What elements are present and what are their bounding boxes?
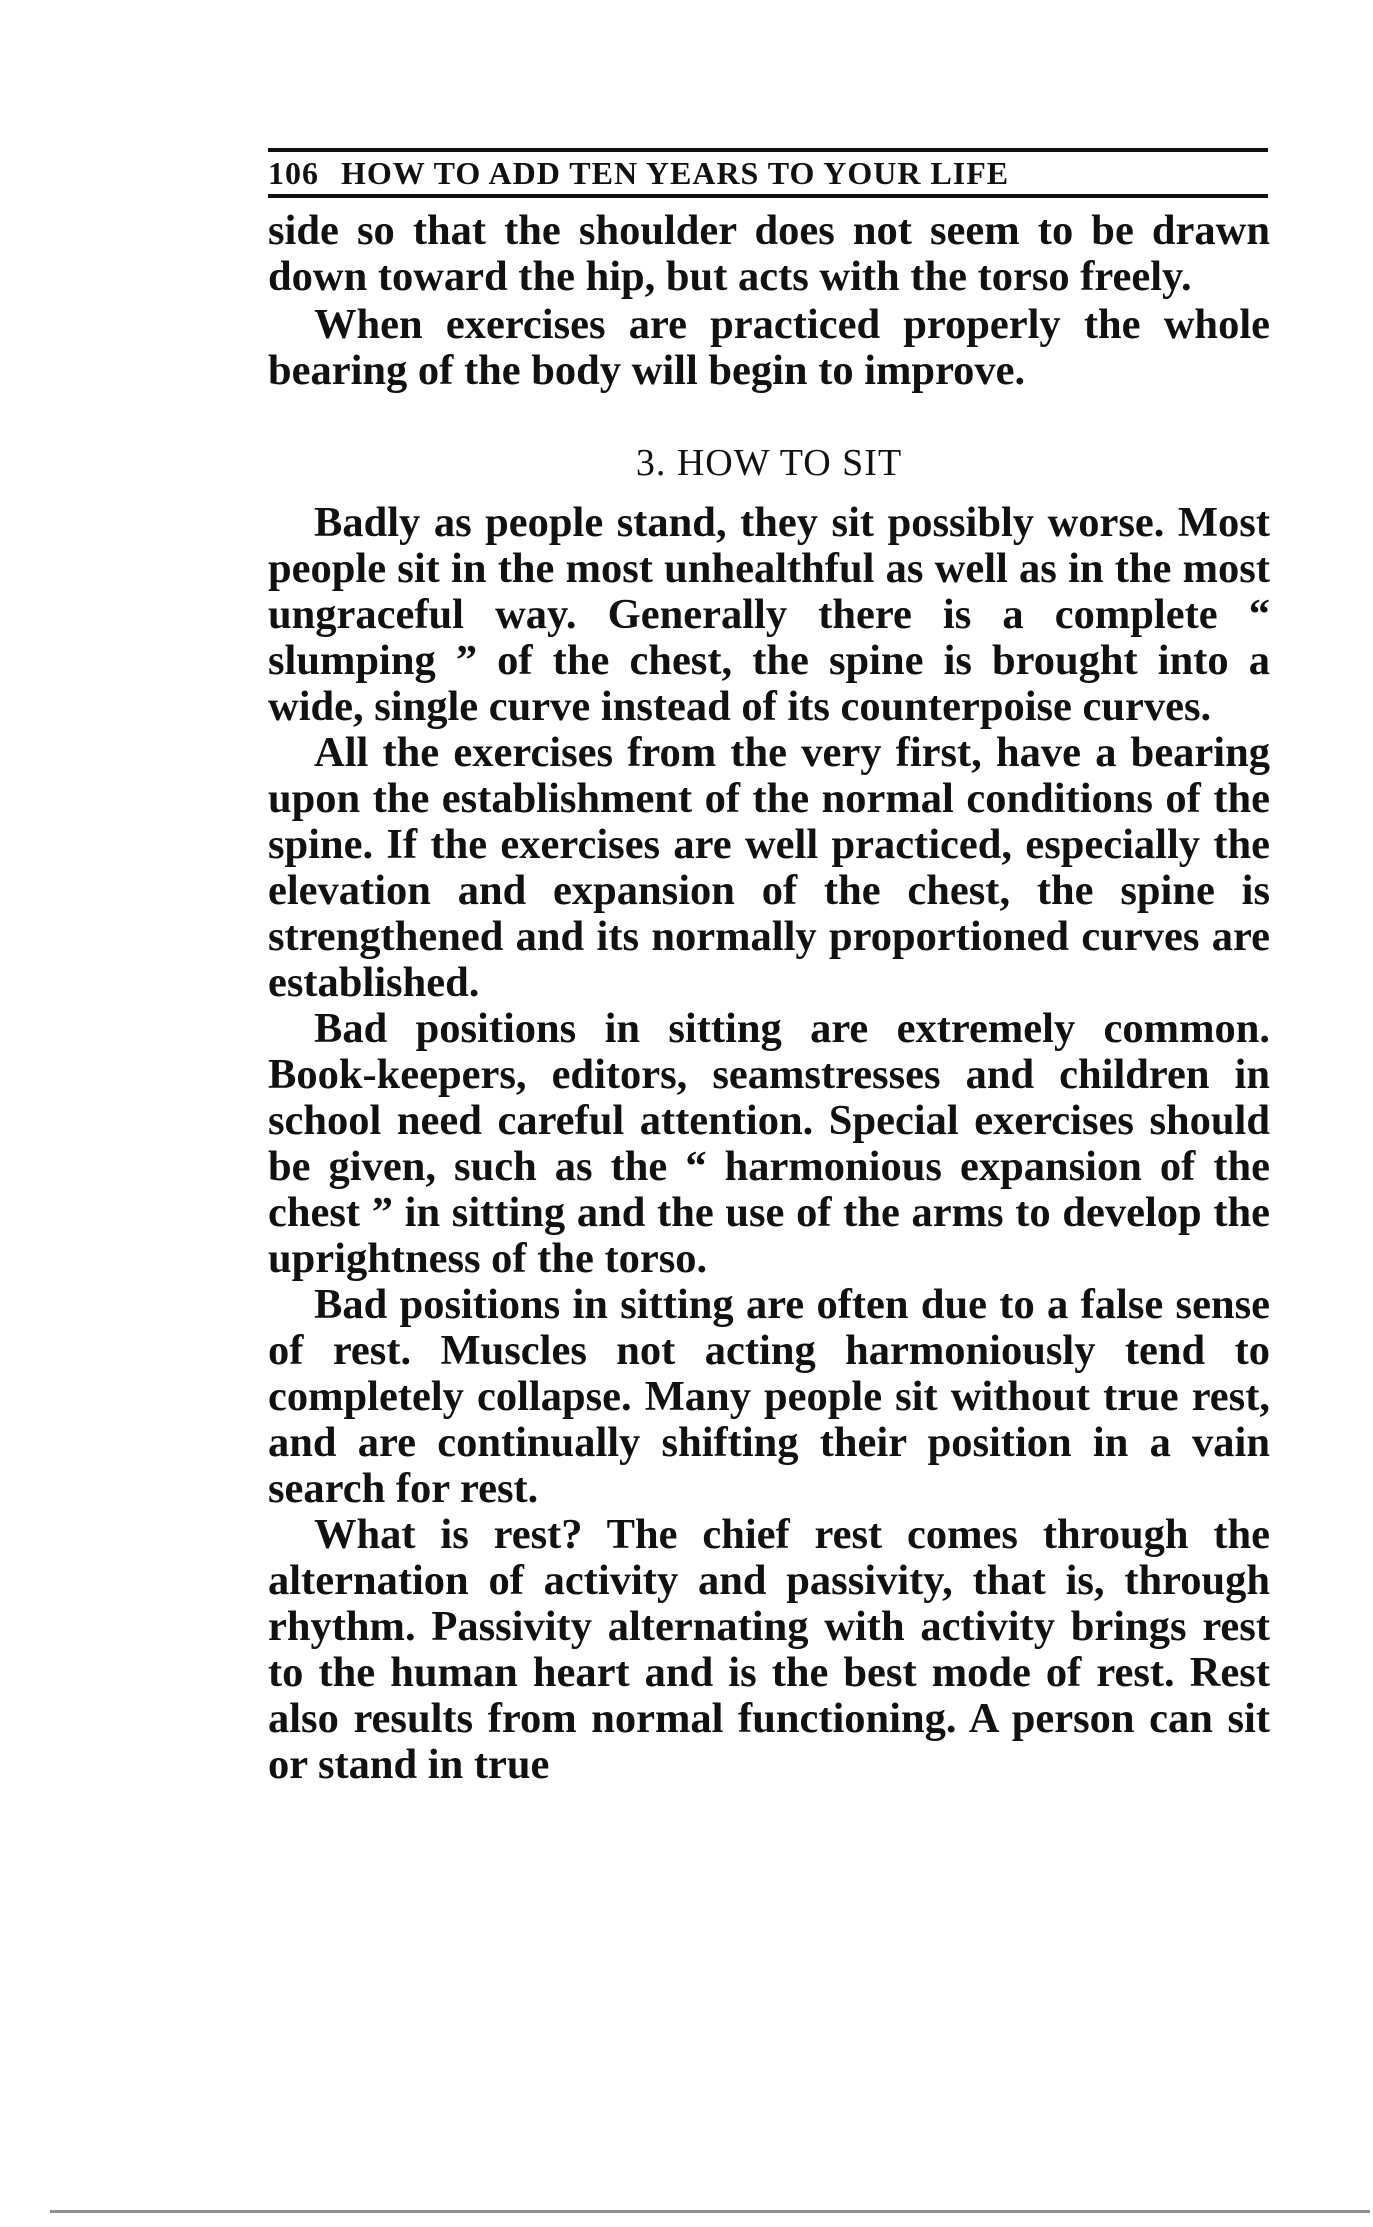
paragraph: When exercises are practiced properly the whole bearing of the body will begin to improve. xyxy=(268,301,1270,394)
section-heading: 3. HOW TO SIT xyxy=(635,442,903,484)
paragraph: All the exercises from the very first, have a bearing upon the establishment of the normal conditions of the spine. If the exercises are well practiced, especially the elevation and expansion of the chest, the spine is strengthened and its normally proportioned curves are established. xyxy=(268,729,1270,1006)
paragraph: Bad positions in sitting are extremely common. Book-keepers, editors, seamstresses and children in school need careful attention. Special exercises should be given, such as the “ harmonious expansion of the chest ” in sitting and the use of the arms to develop the uprightness of the torso. xyxy=(268,1005,1270,1282)
page-number: 106 xyxy=(268,154,319,191)
page-body xyxy=(268,208,1270,1788)
running-header xyxy=(268,148,1268,198)
paragraph: Bad positions in sitting are often due to a false sense of rest. Muscles not acting harmoniously tend to completely collapse. Many people sit without true rest, and are continually shifting their position in a vain search for rest. xyxy=(268,1281,1270,1512)
paragraph-continued: side so that the shoulder does not seem to be drawn down toward the hip, but acts with the torso freely. xyxy=(268,207,1270,300)
paragraph: Badly as people stand, they sit possibly worse. Most people sit in the most unhealthful as well as in the most ungraceful way. Generally there is a complete “ slumping ” of the chest, the spine is brought into a wide, single curve instead of its counterpoise curves. xyxy=(268,499,1270,730)
running-title: HOW TO ADD TEN YEARS TO YOUR LIFE xyxy=(341,154,1010,191)
scan-edge-line xyxy=(50,2210,1370,2213)
paragraph: What is rest? The chief rest comes through the alternation of activity and passivity, that is, through rhythm. Passivity alternating with activity brings rest to the human heart and is the best mode of rest. Rest also results from normal functioning. A person can sit or stand in true xyxy=(268,1511,1270,1788)
